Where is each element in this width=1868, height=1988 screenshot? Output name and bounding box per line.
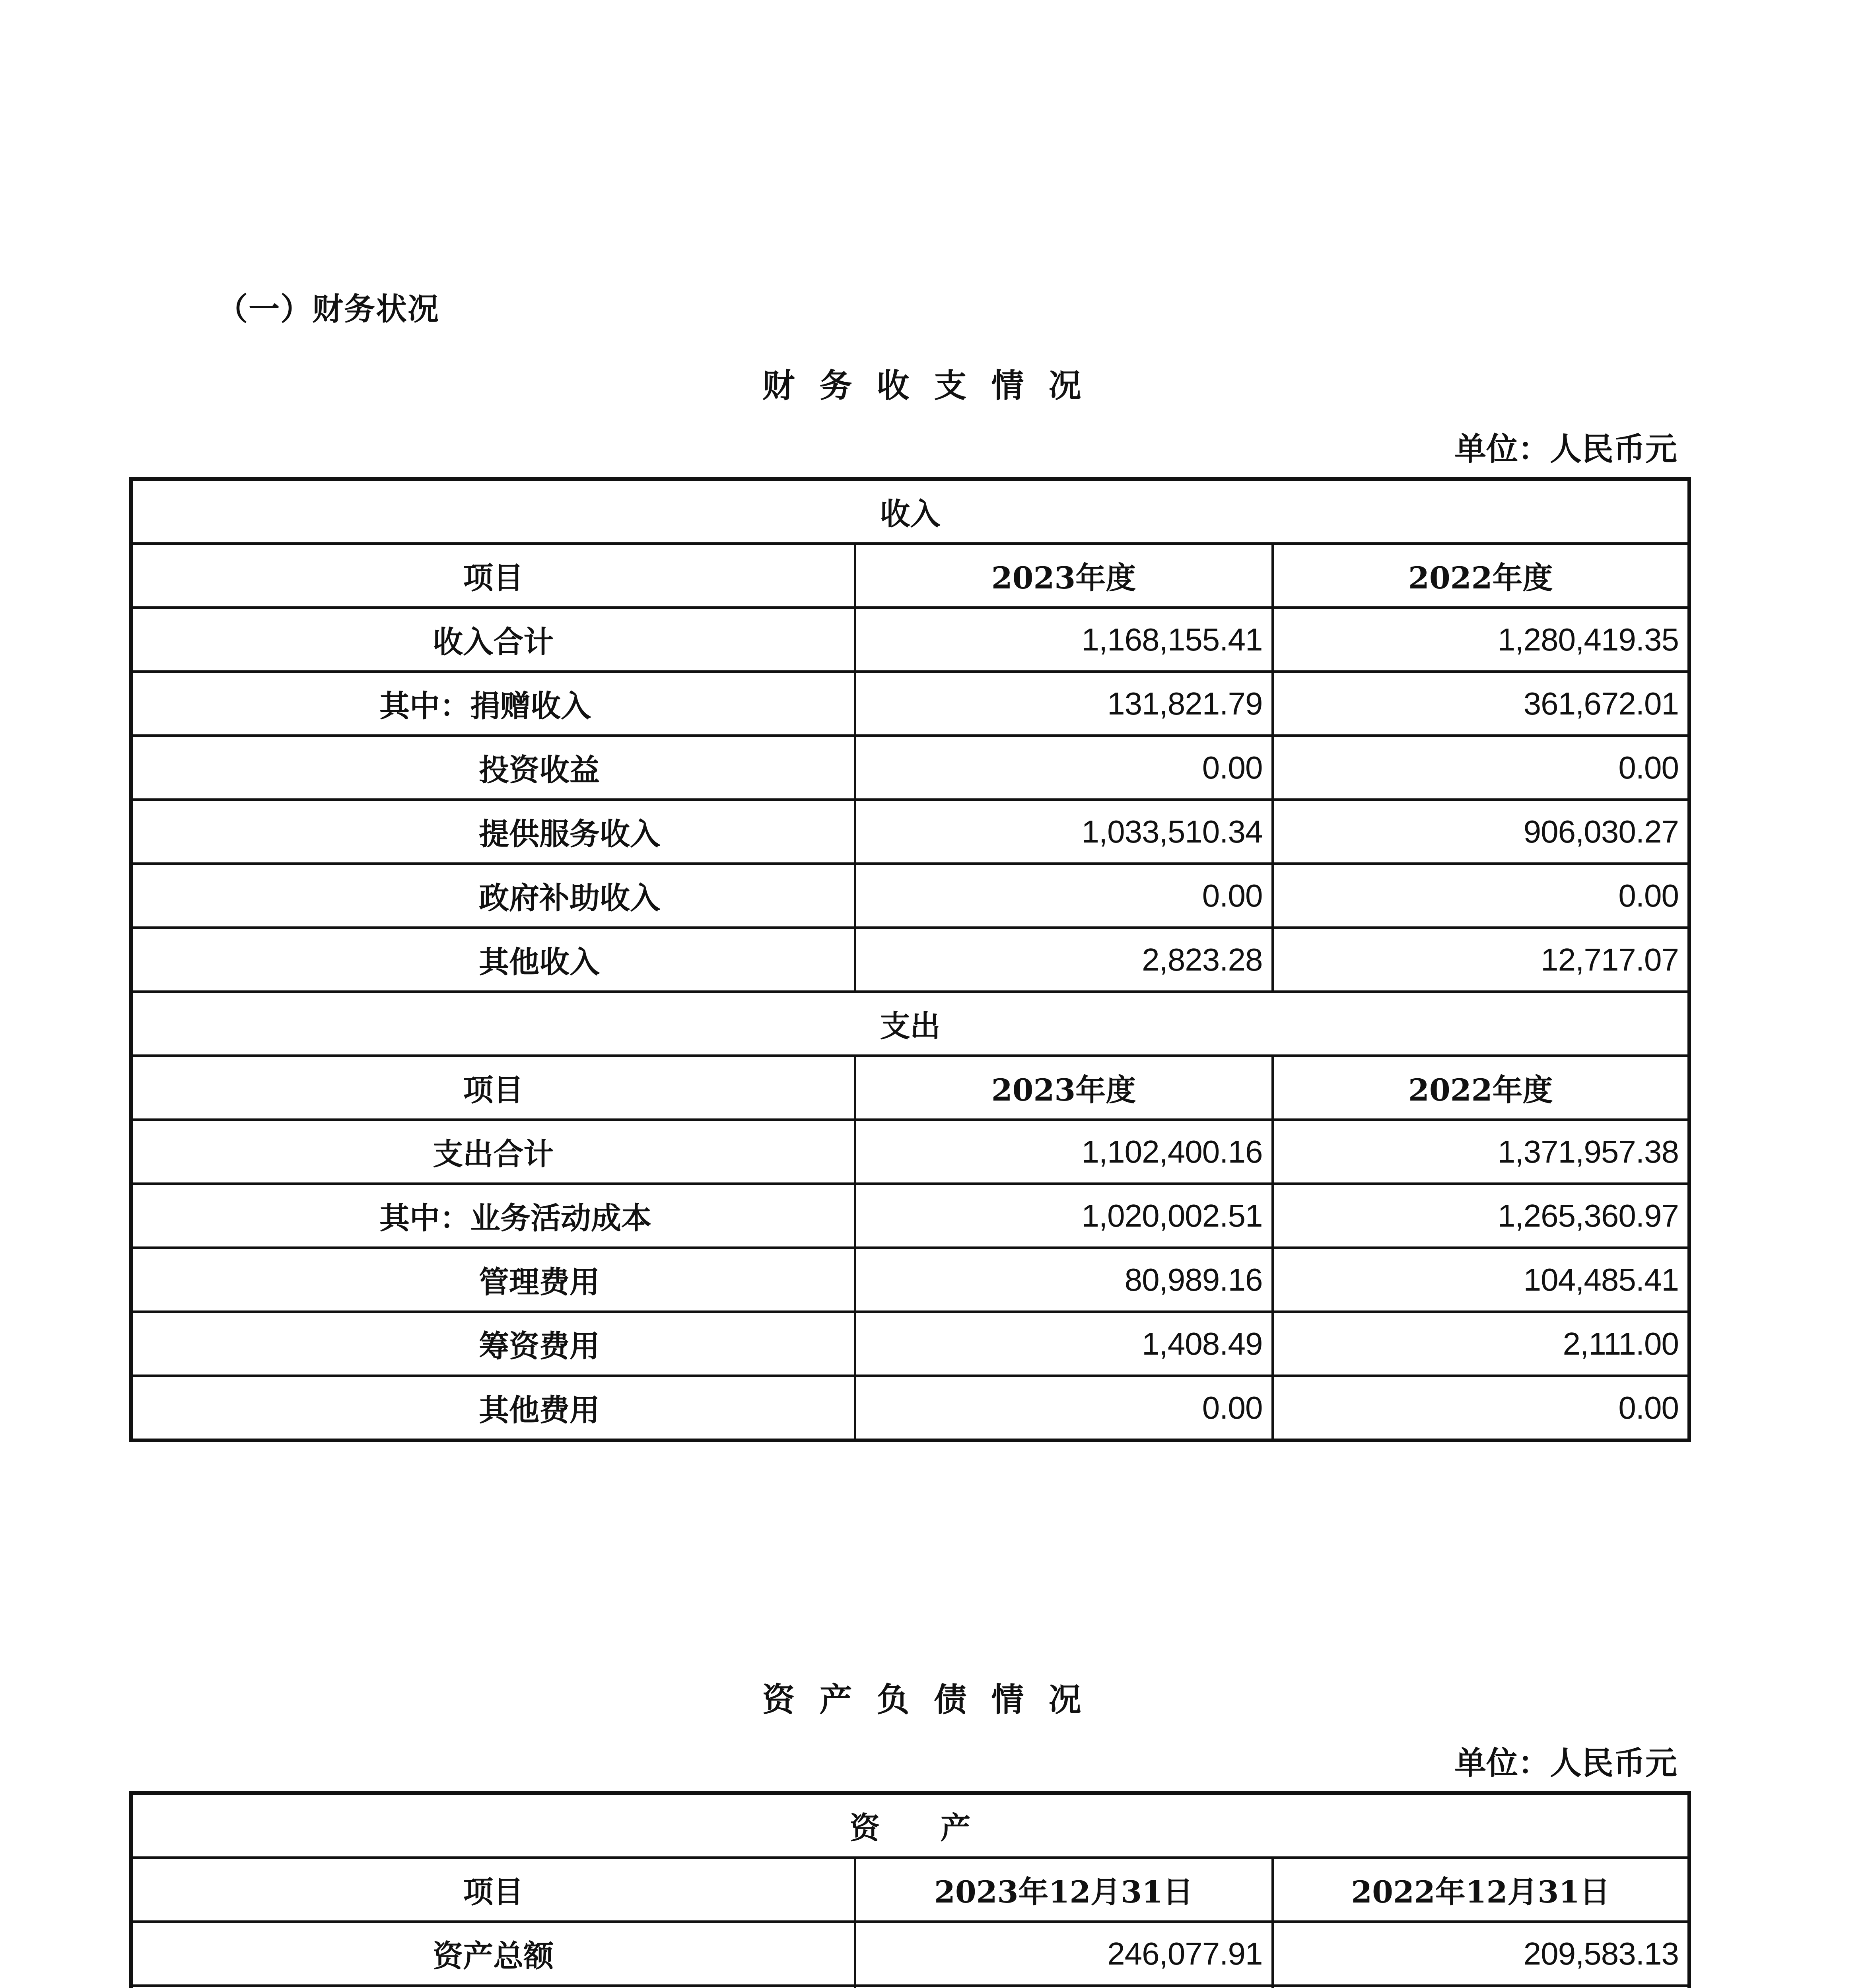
value-2022: 104,485.41 xyxy=(1273,1248,1689,1312)
income-expense-title: 财务收支情况 xyxy=(762,367,1106,405)
value-2022: 1,280,419.35 xyxy=(1273,608,1689,672)
expense-group-header: 支出 xyxy=(131,992,1689,1056)
value-2022: 906,030.27 xyxy=(1273,800,1689,864)
row-label: 资产总额 xyxy=(131,1922,855,1986)
column-header-2023: 2023年度 xyxy=(855,544,1273,608)
table-row xyxy=(131,1312,1689,1376)
income-group-header: 收入 xyxy=(131,479,1689,544)
table-row xyxy=(131,1986,1689,1988)
row-label: 提供服务收入 xyxy=(131,800,855,864)
table-row xyxy=(131,1922,1689,1986)
table-row xyxy=(131,1120,1689,1184)
row-label: 投资收益 xyxy=(131,736,855,800)
value-2023: 0.00 xyxy=(855,736,1273,800)
value-2023: 1,102,400.16 xyxy=(855,1120,1273,1184)
value-2022: 209,583.13 xyxy=(1273,1922,1689,1986)
column-header-2022: 2022年12月31日 xyxy=(1273,1858,1689,1922)
row-label: 筹资费用 xyxy=(131,1312,855,1376)
table-row xyxy=(131,1184,1689,1248)
column-header-2023: 2023年度 xyxy=(855,1056,1273,1120)
balance-unit-label: 单位：人民币元 xyxy=(1454,1744,1677,1782)
table-row xyxy=(131,1248,1689,1312)
balance-sheet-table xyxy=(129,1791,1691,1988)
row-label: 收入合计 xyxy=(131,608,855,672)
value-2022: 12,717.07 xyxy=(1273,928,1689,992)
value-2023 xyxy=(855,1986,1273,1988)
row-label xyxy=(131,1986,855,1988)
asset-group-row xyxy=(131,1793,1689,1858)
row-label: 支出合计 xyxy=(131,1120,855,1184)
value-2022: 0.00 xyxy=(1273,864,1689,928)
expense-column-header-row xyxy=(131,1056,1689,1120)
asset-column-header-row xyxy=(131,1858,1689,1922)
column-header-2022: 2022年度 xyxy=(1273,1056,1689,1120)
value-2023: 1,033,510.34 xyxy=(855,800,1273,864)
balance-sheet-title: 资产负债情况 xyxy=(762,1681,1106,1719)
row-label: 其他费用 xyxy=(131,1376,855,1441)
value-2022 xyxy=(1273,1986,1689,1988)
column-header-2022: 2022年度 xyxy=(1273,544,1689,608)
income-unit-label: 单位：人民币元 xyxy=(1454,430,1677,468)
table-row xyxy=(131,608,1689,672)
income-column-header-row xyxy=(131,544,1689,608)
value-2022: 1,371,957.38 xyxy=(1273,1120,1689,1184)
column-header-item: 项目 xyxy=(131,1056,855,1120)
row-label: 其中：业务活动成本 xyxy=(131,1184,855,1248)
column-header-2023: 2023年12月31日 xyxy=(855,1858,1273,1922)
value-2022: 0.00 xyxy=(1273,1376,1689,1441)
table-row xyxy=(131,800,1689,864)
value-2022: 1,265,360.97 xyxy=(1273,1184,1689,1248)
income-group-row xyxy=(131,479,1689,544)
row-label: 管理费用 xyxy=(131,1248,855,1312)
value-2023: 1,168,155.41 xyxy=(855,608,1273,672)
expense-group-row xyxy=(131,992,1689,1056)
value-2023: 246,077.91 xyxy=(855,1922,1273,1986)
row-label: 其他收入 xyxy=(131,928,855,992)
row-label: 其中：捐赠收入 xyxy=(131,672,855,736)
section-heading: （一）财务状况 xyxy=(217,291,440,327)
income-expense-table xyxy=(129,477,1691,1442)
table-row xyxy=(131,672,1689,736)
value-2023: 2,823.28 xyxy=(855,928,1273,992)
value-2022: 0.00 xyxy=(1273,736,1689,800)
value-2023: 0.00 xyxy=(855,1376,1273,1441)
asset-group-header: 资 产 xyxy=(131,1793,1689,1858)
value-2022: 2,111.00 xyxy=(1273,1312,1689,1376)
value-2022: 361,672.01 xyxy=(1273,672,1689,736)
column-header-item: 项目 xyxy=(131,1858,855,1922)
table-row xyxy=(131,736,1689,800)
value-2023: 80,989.16 xyxy=(855,1248,1273,1312)
table-row xyxy=(131,864,1689,928)
value-2023: 131,821.79 xyxy=(855,672,1273,736)
column-header-item: 项目 xyxy=(131,544,855,608)
table-row xyxy=(131,928,1689,992)
value-2023: 0.00 xyxy=(855,864,1273,928)
value-2023: 1,020,002.51 xyxy=(855,1184,1273,1248)
row-label: 政府补助收入 xyxy=(131,864,855,928)
value-2023: 1,408.49 xyxy=(855,1312,1273,1376)
table-row xyxy=(131,1376,1689,1441)
